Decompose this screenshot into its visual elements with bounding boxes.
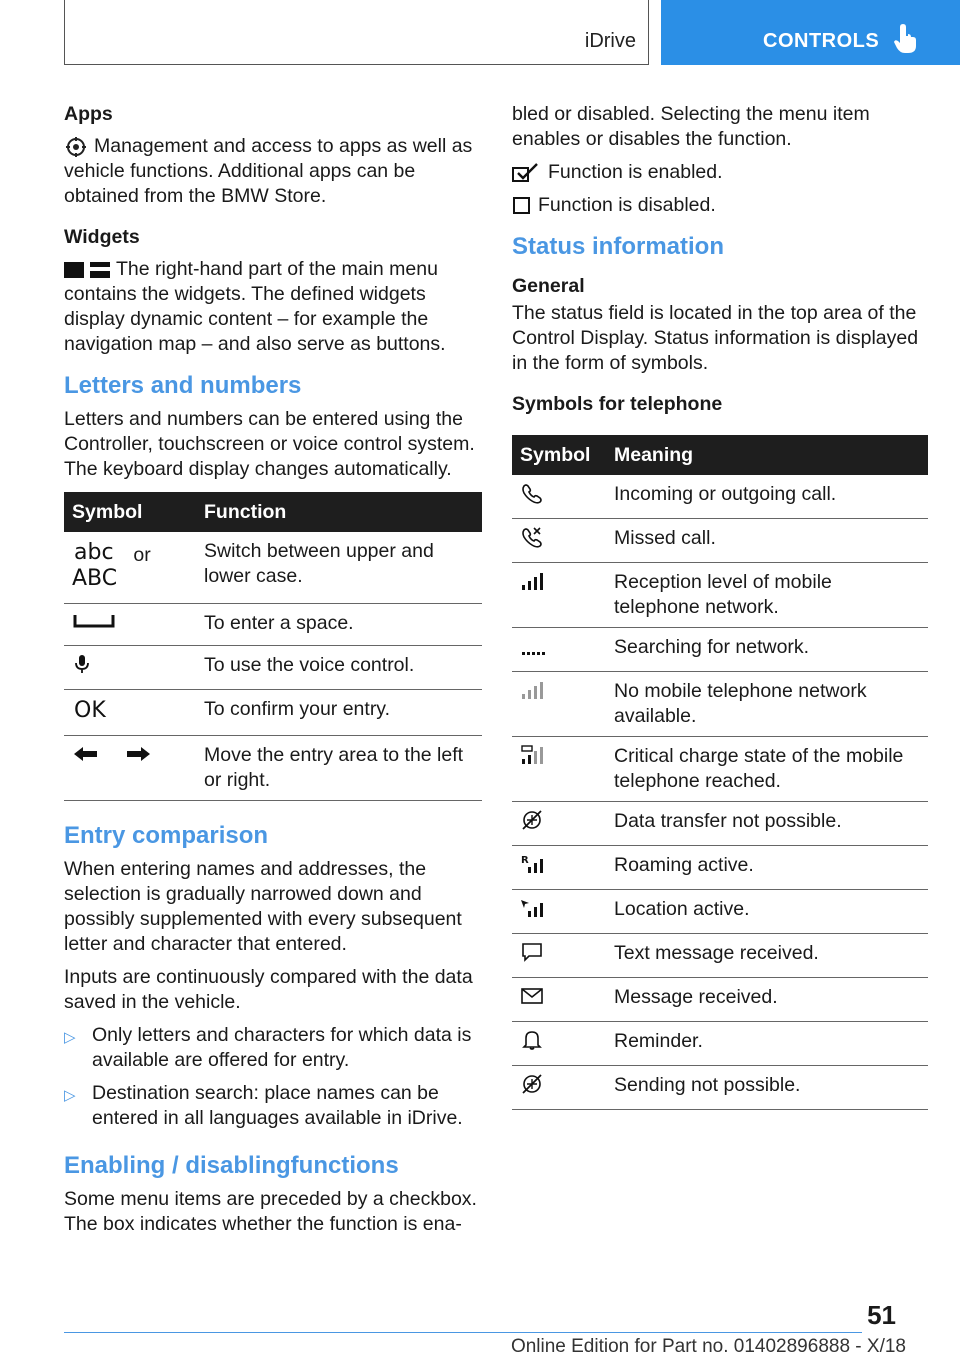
table-header-row [64,492,482,532]
symbol-cell [512,475,606,519]
table-row [64,646,482,690]
page-number: 51 [867,1300,896,1330]
symbol-cell [64,690,196,736]
column-header-function: Function [196,492,482,532]
list-item-text: Only letters and characters for which data is available are offered for entry. [92,1024,472,1071]
meaning-cell: Roaming active. [606,846,928,890]
meaning-cell: Incoming or outgoing call. [606,475,928,519]
symbol-cell [512,672,606,737]
meaning-cell: Sending not possible. [606,1066,928,1110]
symbol-cell [512,628,606,672]
header-section-box [64,0,649,65]
table-row [512,802,928,846]
bullet-triangle-icon: ▷ [64,1087,76,1104]
list-item [64,1081,482,1131]
header-section-title: iDrive [584,30,636,52]
symbol-cell [64,646,196,690]
table-row [64,604,482,646]
meaning-cell: No mobile telephone network available. [606,672,928,737]
svg-text:OK: OK [74,698,106,721]
checkbox-empty-icon [512,196,532,216]
disabled-line [512,193,930,218]
column-header-symbol: Symbol [512,435,606,475]
table-row [64,690,482,736]
meaning-cell: Missed call. [606,519,928,563]
widgets-paragraph [64,257,482,357]
text-message-icon [520,941,544,963]
table-row [64,736,482,801]
table-row [512,519,928,563]
enabling-heading: Enabling / disablingfunctions [64,1152,399,1179]
list-item-text: Destination search: place names can be entered in all languages available in iDrive. [92,1082,463,1129]
envelope-icon [520,985,544,1007]
no-data-transfer-icon [520,809,544,831]
symbol-cell [64,736,196,801]
symbol-cell [64,532,196,604]
function-cell: To confirm your entry. [196,690,482,736]
pointing-hand-icon [893,22,921,54]
entry-comparison-paragraph-2: Inputs are continuously compared with the data saved in the vehicle. [64,966,473,1013]
bullet-triangle-icon: ▷ [64,1029,76,1046]
table-row [512,672,928,737]
sending-not-possible-icon [520,1073,544,1095]
enabling-continued-paragraph: bled or disabled. Selecting the menu item enables or disables the function. [512,103,870,150]
ok-icon [72,697,112,721]
meaning-cell: Reminder. [606,1022,928,1066]
disabled-text: Function is disabled. [538,194,716,216]
widgets-heading: Widgets [64,226,140,248]
header-chapter-box [661,0,960,65]
table-row [512,846,928,890]
symbol-cell [512,519,606,563]
entry-comparison-heading: Entry comparison [64,822,269,849]
table-header-row [512,435,928,475]
meaning-cell: Reception level of mobile telephone network. [606,563,928,628]
function-cell: Move the entry area to the left or right. [196,736,482,801]
symbol-cell [512,563,606,628]
header-chapter-title: CONTROLS [763,30,880,52]
column-header-symbol: Symbol [64,492,196,532]
enabling-paragraph: Some menu items are preceded by a checkbox. The box indicates whether the function is ena- [64,1188,477,1235]
widgets-icon [64,260,110,280]
letters-numbers-heading: Letters and numbers [64,372,302,399]
bell-icon [520,1029,544,1051]
table-row [512,628,928,672]
enabled-line [512,160,930,185]
apps-icon [64,136,88,158]
meaning-cell: Searching for network. [606,628,928,672]
abc-ABC-case-icon [72,539,128,589]
table-row [512,1066,928,1110]
meaning-cell: Text message received. [606,934,928,978]
function-cell: Switch between upper and lower case. [196,532,482,604]
location-active-icon [520,897,548,919]
enabled-text: Function is enabled. [548,161,723,183]
microphone-icon [72,653,92,675]
space-bar-icon [72,611,116,631]
meaning-cell: Data transfer not possible. [606,802,928,846]
table-row [512,934,928,978]
svg-text:R: R [521,855,529,866]
widgets-text: The right-hand part of the main menu contains the widgets. The defined widgets display dynamic content – for example the navigation map – and also serve as buttons. [64,258,446,355]
symbol-cell [512,978,606,1022]
symbols-telephone-heading: Symbols for telephone [512,393,723,415]
table-row [512,563,928,628]
table-row [512,475,928,519]
phone-call-icon [520,482,544,504]
svg-text:ABC: ABC [72,566,118,589]
svg-text:abc: abc [74,540,114,565]
symbol-cell [64,604,196,646]
roaming-icon [520,853,548,875]
table-row [512,737,928,802]
telephone-symbols-table [512,435,928,1110]
signal-bars-icon [520,570,548,592]
letters-numbers-paragraph: Letters and numbers can be entered using the Controller, touchscreen or voice control system. The keyboard display changes automatically. [64,408,475,480]
table-row [512,890,928,934]
apps-text: Management and access to apps as well as vehicle functions. Additional apps can be obtained from the BMW Store. [64,135,473,207]
no-network-icon [520,679,548,701]
general-heading: General [512,275,585,297]
searching-network-icon [520,635,548,657]
function-cell: To use the voice control. [196,646,482,690]
critical-battery-icon [520,744,548,766]
missed-call-icon [520,526,544,548]
checkbox-checked-icon [512,163,542,183]
keyboard-symbols-table [64,492,482,801]
or-text: or [133,544,151,566]
column-header-meaning: Meaning [606,435,928,475]
symbol-cell [512,802,606,846]
symbol-cell [512,1022,606,1066]
symbol-cell [512,1066,606,1110]
entry-comparison-paragraph-1: When entering names and addresses, the selection is gradually narrowed down and possibly supplemented with every subsequent letter and character that entered. [64,858,462,955]
table-row [512,1022,928,1066]
apps-paragraph [64,134,482,209]
footer-divider [64,1332,862,1333]
footer-text: Online Edition for Part no. 01402896888 - X/18 [510,1336,906,1357]
meaning-cell: Critical charge state of the mobile telephone reached. [606,737,928,802]
function-cell: To enter a space. [196,604,482,646]
symbol-cell [512,737,606,802]
symbol-cell [512,846,606,890]
meaning-cell: Location active. [606,890,928,934]
meaning-cell: Message received. [606,978,928,1022]
right-column [512,102,930,1124]
list-item [64,1023,482,1073]
apps-heading: Apps [64,103,113,125]
left-right-arrows-icon [72,743,152,765]
symbol-cell [512,890,606,934]
status-information-heading: Status information [512,233,725,260]
table-row [512,978,928,1022]
table-row [64,532,482,604]
left-column [64,102,482,1245]
symbol-cell [512,934,606,978]
general-paragraph: The status field is located in the top area of the Control Display. Status information is displayed in the form of symbols. [512,302,919,374]
